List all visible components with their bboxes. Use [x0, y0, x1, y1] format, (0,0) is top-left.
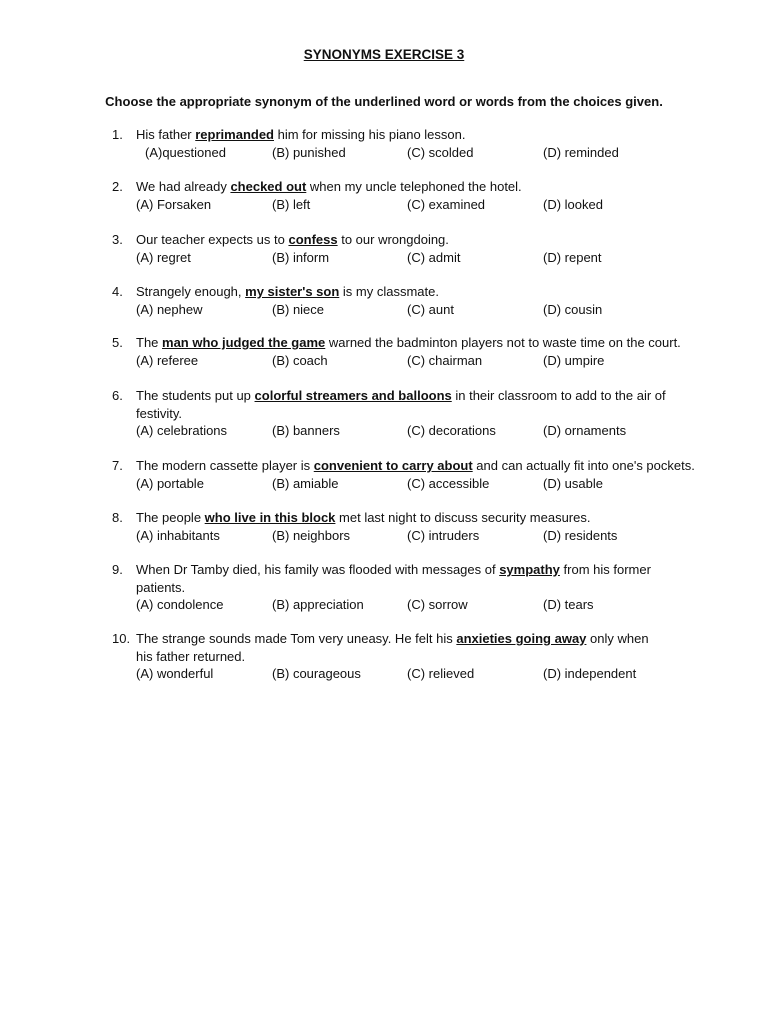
answer-choices	[136, 301, 712, 319]
choice-d: (D) independent	[543, 666, 637, 681]
choice-d: (D) reminded	[543, 144, 619, 160]
answer-choices	[136, 527, 712, 545]
answer-choices	[136, 352, 712, 370]
question-number: 4.	[112, 284, 123, 299]
underlined-word: man who judged the game	[162, 335, 326, 350]
question-number: 5.	[112, 335, 123, 350]
choice-b: (B) left	[272, 196, 311, 212]
answer-choices	[136, 665, 712, 683]
question-number: 6.	[112, 388, 123, 403]
choice-d: (D) tears	[543, 597, 594, 612]
question-1	[112, 126, 712, 162]
question-8	[112, 509, 712, 545]
question-number: 2.	[112, 179, 123, 194]
answer-choices	[136, 144, 712, 162]
choice-c: (C) examined	[407, 196, 486, 212]
choice-b: (B) neighbors	[272, 527, 351, 543]
choice-b: (B) banners	[272, 423, 340, 438]
choice-d: (D) repent	[543, 249, 602, 265]
question-5	[112, 334, 712, 370]
choice-a: (A) Forsaken	[136, 196, 212, 212]
choice-a: (A) celebrations	[136, 423, 228, 438]
underlined-word: anxieties going away	[456, 631, 587, 646]
question-text: The man who judged the game warned the badminton players not to waste time on the court.	[136, 335, 681, 350]
choice-d: (D) ornaments	[543, 423, 627, 438]
question-text: When Dr Tamby died, his family was flooded with messages of sympathy from his former patients.	[136, 562, 651, 595]
choice-b: (B) inform	[272, 249, 330, 265]
underlined-word: my sister's son	[245, 284, 340, 299]
underlined-word: reprimanded	[195, 127, 274, 142]
underlined-word: confess	[288, 232, 338, 247]
choice-b: (B) coach	[272, 352, 328, 368]
question-number: 8.	[112, 510, 123, 525]
underlined-word: convenient to carry about	[313, 458, 473, 473]
choice-b: (B) courageous	[272, 666, 361, 681]
choice-a: (A) portable	[136, 475, 204, 491]
question-text: We had already checked out when my uncle telephoned the hotel.	[136, 179, 522, 194]
answer-choices	[136, 422, 712, 440]
question-number: 1.	[112, 127, 123, 142]
choice-c: (C) decorations	[407, 423, 496, 438]
question-number: 9.	[112, 562, 123, 577]
choice-c: (C) aunt	[407, 301, 454, 317]
underlined-word: sympathy	[499, 562, 560, 577]
choice-a: (A) regret	[136, 249, 191, 265]
choice-b: (B) amiable	[272, 475, 339, 491]
question-text: The people who live in this block met last night to discuss security measures.	[136, 510, 591, 525]
underlined-word: who live in this block	[204, 510, 336, 525]
page-title: SYNONYMS EXERCISE 3	[303, 47, 465, 62]
question-4	[112, 283, 712, 319]
choice-c: (C) accessible	[407, 475, 490, 491]
choice-c: (C) scolded	[407, 144, 474, 160]
choice-a: (A) wonderful	[136, 666, 214, 681]
choice-d: (D) usable	[543, 475, 603, 491]
choice-a: (A) referee	[136, 352, 199, 368]
choice-b: (B) appreciation	[272, 597, 364, 612]
instructions: Choose the appropriate synonym of the underlined word or words from the choices given.	[105, 94, 663, 109]
choice-a: (A) inhabitants	[136, 527, 220, 543]
question-7	[112, 457, 712, 493]
underlined-word: checked out	[230, 179, 307, 194]
answer-choices	[136, 196, 712, 214]
question-text: The modern cassette player is convenient to carry about and can actually fit into one's pockets.	[136, 458, 695, 473]
choice-c: (C) sorrow	[407, 597, 468, 612]
choice-c: (C) chairman	[407, 352, 483, 368]
choice-c: (C) intruders	[407, 527, 480, 543]
question-2	[112, 178, 712, 214]
question-number: 10.	[112, 631, 131, 646]
choice-a: (A) nephew	[136, 301, 203, 317]
choice-d: (D) umpire	[543, 352, 605, 368]
question-number: 3.	[112, 232, 123, 247]
choice-b: (B) punished	[272, 144, 346, 160]
choice-b: (B) niece	[272, 301, 325, 317]
answer-choices	[136, 475, 712, 493]
choice-d: (D) residents	[543, 527, 618, 543]
choice-c: (C) relieved	[407, 666, 475, 681]
question-text: Strangely enough, my sister's son is my classmate.	[136, 284, 439, 299]
question-text: The strange sounds made Tom very uneasy. He felt his anxieties going away only when his father returned.	[136, 631, 649, 664]
question-10	[112, 630, 712, 683]
question-number: 7.	[112, 458, 123, 473]
question-9	[112, 561, 712, 614]
underlined-word: colorful streamers and balloons	[254, 388, 452, 403]
answer-choices	[136, 249, 712, 267]
question-text: Our teacher expects us to confess to our wrongdoing.	[136, 232, 449, 247]
question-6	[112, 387, 712, 440]
choice-c: (C) admit	[407, 249, 461, 265]
question-3	[112, 231, 712, 267]
choice-a: (A)questioned	[145, 144, 226, 160]
choice-d: (D) looked	[543, 196, 603, 212]
choice-a: (A) condolence	[136, 597, 224, 612]
question-text: His father reprimanded him for missing his piano lesson.	[136, 127, 466, 142]
answer-choices	[136, 596, 712, 614]
question-text: The students put up colorful streamers and balloons in their classroom to add to the air of festivity.	[136, 388, 666, 421]
choice-d: (D) cousin	[543, 301, 603, 317]
